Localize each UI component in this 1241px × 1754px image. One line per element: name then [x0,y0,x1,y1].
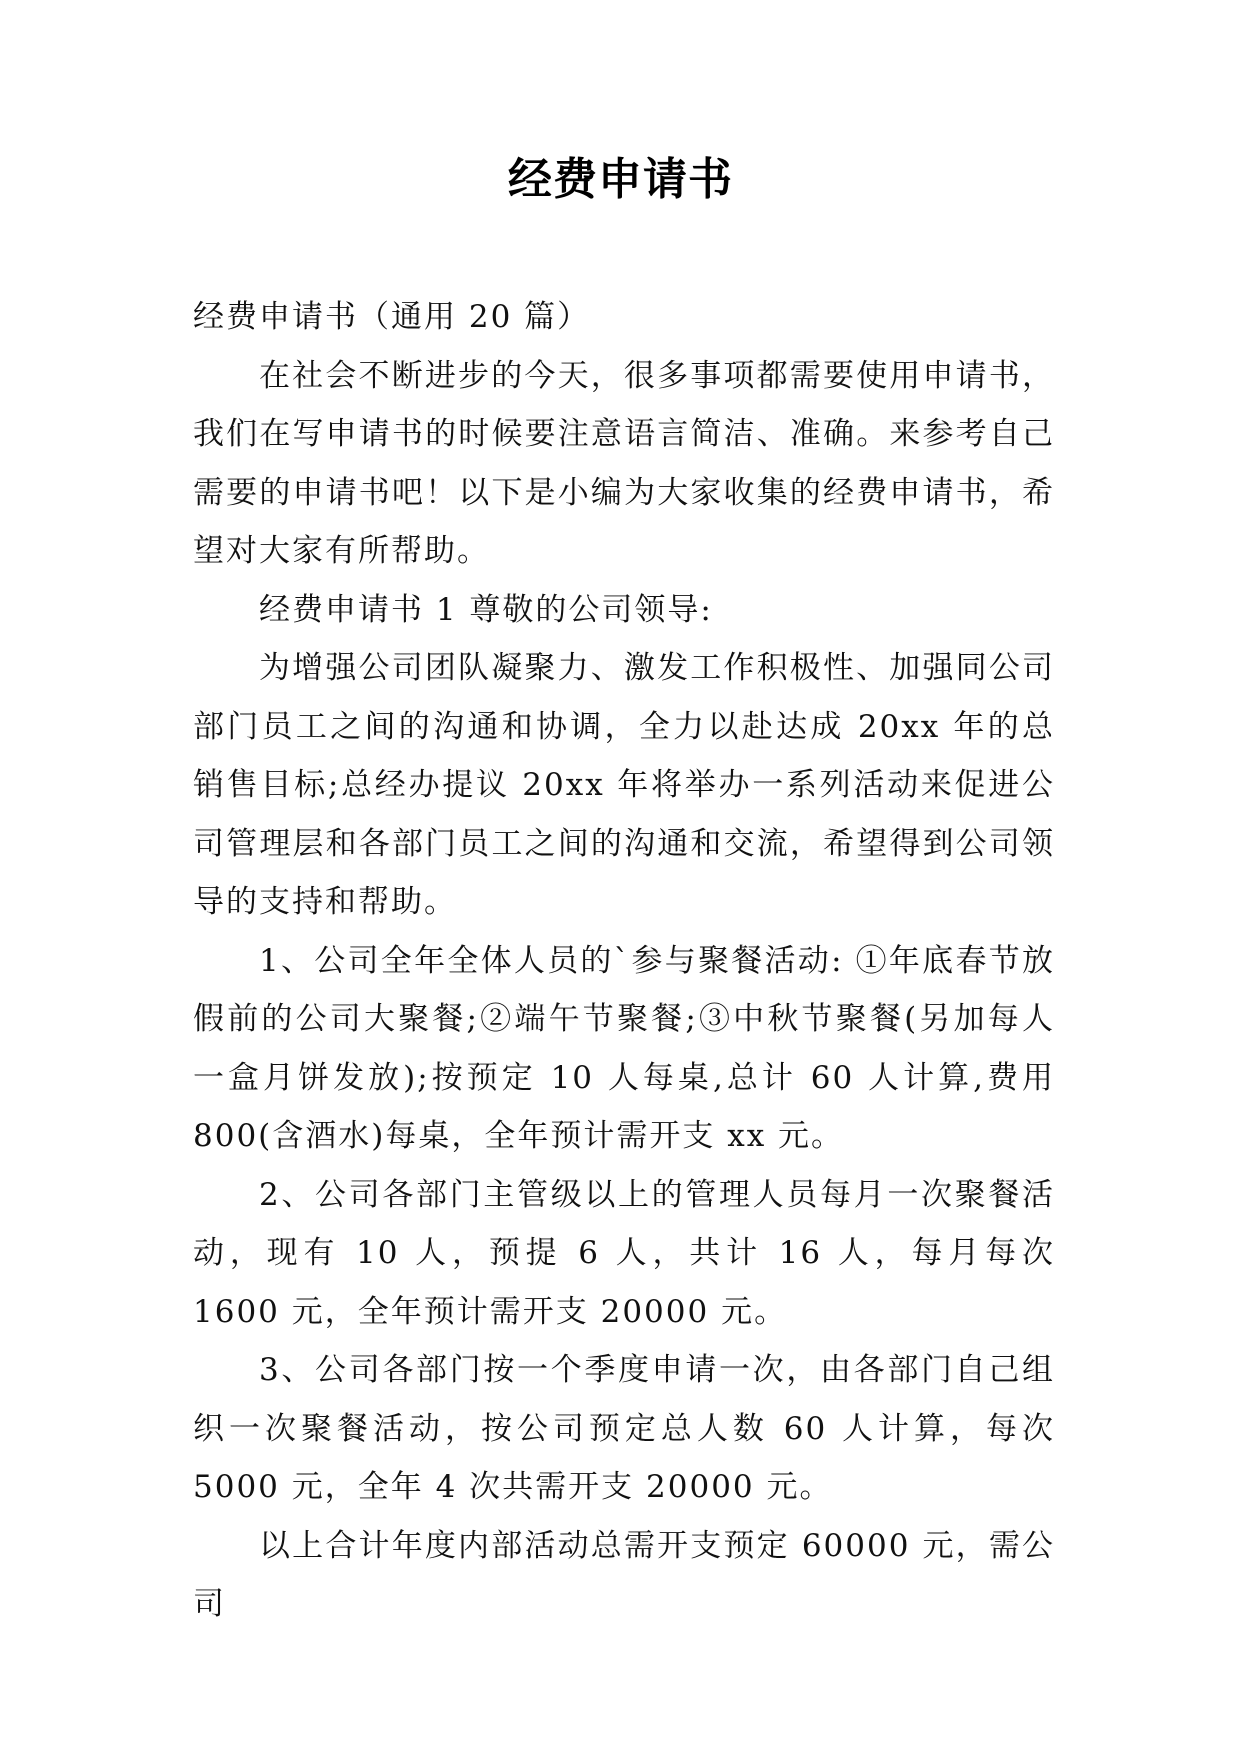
paragraph-item-1: 1、公司全年全体人员的`参与聚餐活动: ①年底春节放假前的公司大聚餐;②端午节聚餐;③中秋节聚餐(另加每人一盒月饼发放);按预定 10 人每桌,总计 60 人计算,费用 800(含酒水)每桌，全年预计需开支 xx 元。 [193,942,1055,1154]
document-title: 经费申请书 [508,154,733,205]
paragraph-intro: 在社会不断进步的今天，很多事项都需要使用申请书，我们在写申请书的时候要注意语言简洁、准确。来参考自己需要的申请书吧！以下是小编为大家收集的经费申请书，希望对大家有所帮助。 [193,357,1055,569]
paragraph-salutation: 经费申请书 1 尊敬的公司领导: [259,591,713,628]
paragraph-item-3: 3、公司各部门按一个季度申请一次，由各部门自己组织一次聚餐活动，按公司预定总人数 60 人计算，每次 5000 元，全年 4 次共需开支 20000 元。 [193,1352,1055,1505]
document-subtitle: 经费申请书（通用 20 篇） [193,299,591,335]
paragraph-purpose: 为增强公司团队凝聚力、激发工作积极性、加强同公司部门员工之间的沟通和协调，全力以赴达成 20xx 年的总销售目标;总经办提议 20xx 年将举办一系列活动来促进公司管理层和各部门员工之间的沟通和交流，希望得到公司领导的支持和帮助。 [193,650,1055,920]
paragraph-total: 以上合计年度内部活动总需开支预定 60000 元，需公司 [193,1527,1055,1622]
paragraph-item-2: 2、公司各部门主管级以上的管理人员每月一次聚餐活动，现有 10 人，预提 6 人，共计 16 人，每月每次 1600 元，全年预计需开支 20000 元。 [193,1176,1055,1330]
document-body [193,288,1055,1634]
